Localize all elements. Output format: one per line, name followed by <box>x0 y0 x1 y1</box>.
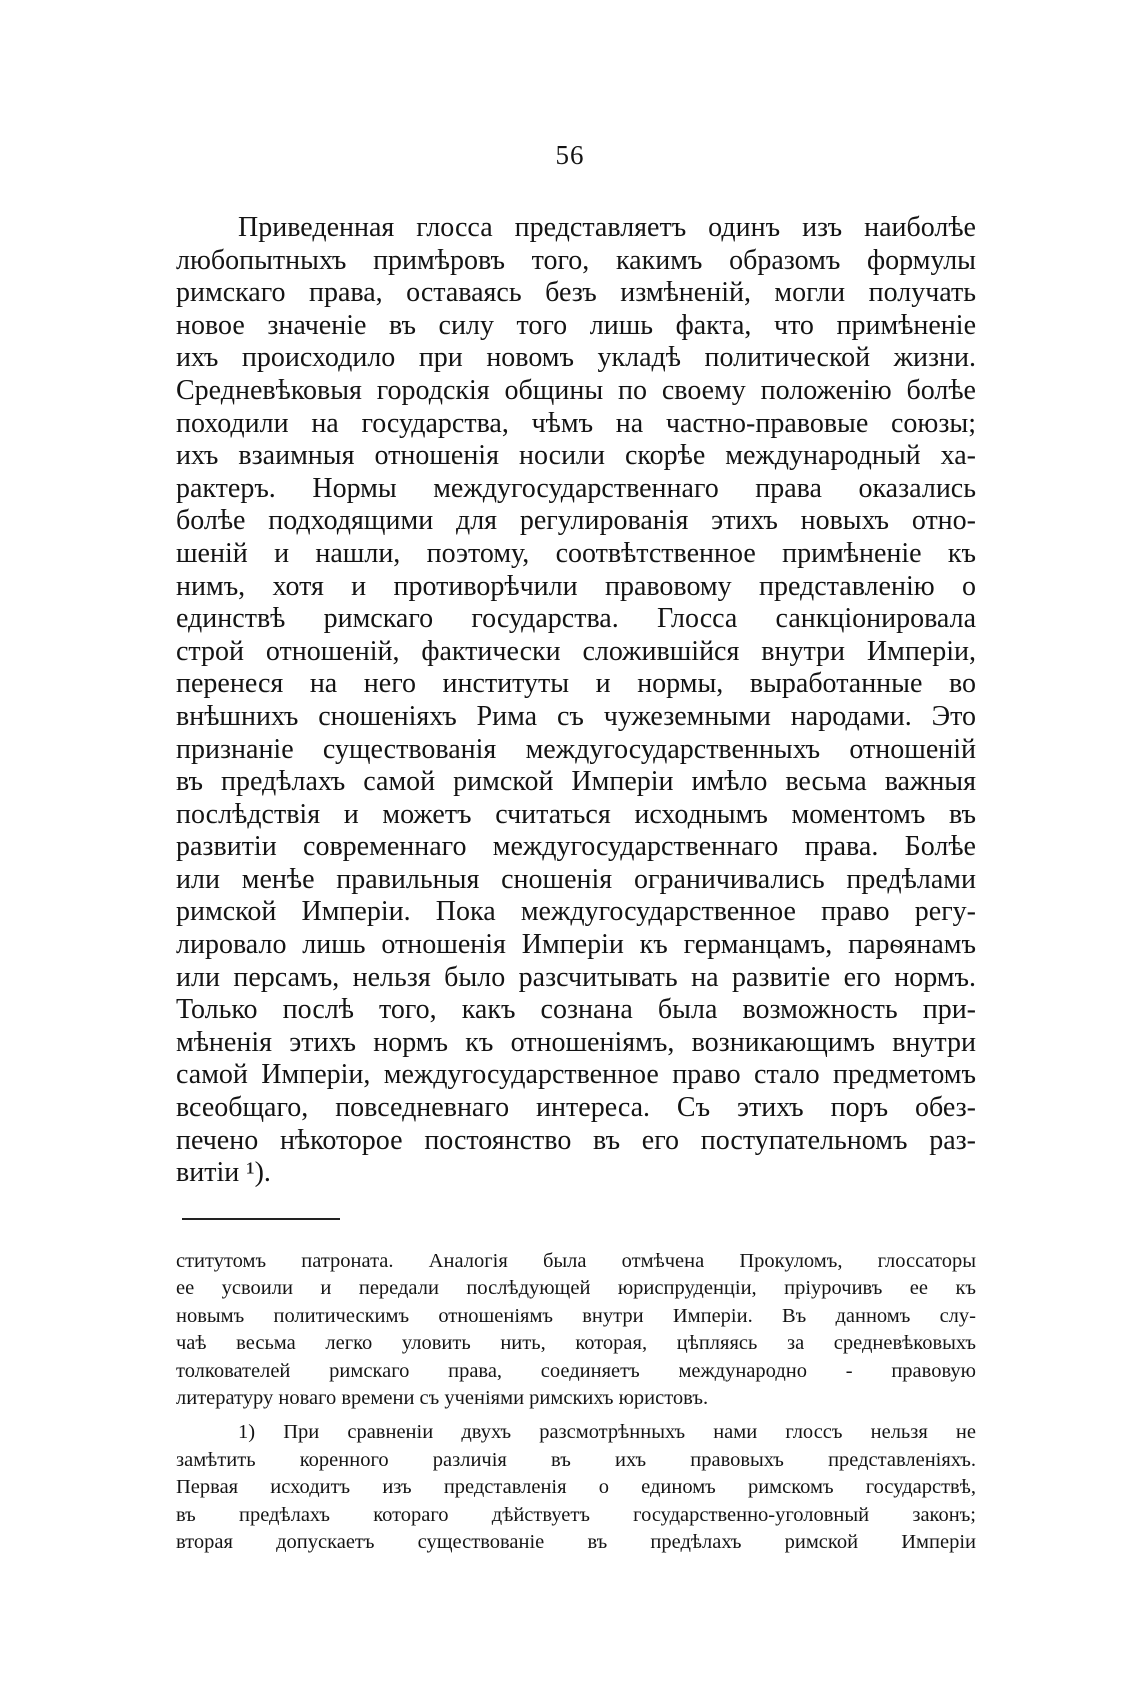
text-line: мѣненія этихъ нормъ къ отношеніямъ, возникающимъ внутри <box>176 1026 976 1058</box>
text-line: ихъ взаимныя отношенія носили скорѣе международный ха- <box>176 440 976 472</box>
main-text-body <box>176 212 976 1190</box>
text-line: новое значеніе въ силу того лишь факта, что примѣненіе <box>176 309 976 341</box>
text-line: печено нѣкоторое постоянство въ его поступательномъ раз- <box>176 1124 976 1156</box>
text-line: Средневѣковыя городскія общины по своему положенію болѣе <box>176 374 976 406</box>
footnote-line: новымъ политическимъ отношеніямъ внутри Имперіи. Въ данномъ слу- <box>176 1304 976 1327</box>
text-line: болѣе подходящими для регулированія этихъ новыхъ отно- <box>176 505 976 537</box>
footnote-line: литературу новаго времени съ ученіями римскихъ юристовъ. <box>176 1387 709 1410</box>
footnote-continuation <box>176 1248 976 1412</box>
text-line: послѣдствія и можетъ считаться исходнымъ моментомъ въ <box>176 798 976 830</box>
text-line: нимъ, хотя и противорѣчили правовому представленію о <box>176 570 976 602</box>
text-line: развитіи современнаго междугосударственнаго права. Болѣе <box>176 831 976 863</box>
text-line: ихъ происходило при новомъ укладѣ политической жизни. <box>176 342 976 374</box>
text-line: шеній и нашли, поэтому, соотвѣтственное примѣненіе къ <box>176 537 976 569</box>
text-line: единствѣ римскаго государства. Глосса санкціонировала <box>176 603 976 635</box>
footnote-line: въ предѣлахъ котораго дѣйствуетъ государственно-уголовный законъ; <box>176 1503 976 1526</box>
footnote-line: 1) При сравненіи двухъ разсмотрѣнныхъ нами глоссъ нельзя не <box>238 1421 976 1444</box>
footnote-divider <box>182 1218 340 1220</box>
text-line: лировало лишь отношенія Имперіи къ германцамъ, парѳянамъ <box>176 929 976 961</box>
footnote-line: вторая допускаетъ существованіе въ предѣлахъ римской Имперіи <box>176 1531 976 1554</box>
text-line: римской Имперіи. Пока междугосударственное право регу- <box>176 896 976 928</box>
footnote-line: Первая исходитъ изъ представленія о единомъ римскомъ государствѣ, <box>176 1476 976 1499</box>
text-line: любопытныхъ примѣровъ того, какимъ образомъ формулы <box>176 244 976 276</box>
text-line: перенеся на него институты и нормы, выработанные во <box>176 668 976 700</box>
text-line: признаніе существованія междугосударственныхъ отношеній <box>176 733 976 765</box>
footnote-line: ститутомъ патроната. Аналогія была отмѣчена Прокуломъ, глоссаторы <box>176 1250 976 1272</box>
footnote-1 <box>176 1419 976 1556</box>
page-number: 56 <box>555 140 585 170</box>
footnote-line: толкователей римскаго права, соединяетъ международно - правовую <box>176 1359 976 1382</box>
text-line: Приведенная глосса представляетъ одинъ изъ наиболѣе <box>238 212 976 243</box>
footnote-line: чаѣ весьма легко уловить нить, которая, цѣпляясь за средневѣковыхъ <box>176 1332 976 1355</box>
text-line: всеобщаго, повседневнаго интереса. Съ этихъ поръ обез- <box>176 1092 976 1124</box>
text-line: витіи ¹). <box>176 1157 271 1189</box>
footnote-line: ее усвоили и передали послѣдующей юриспруденціи, пріурочивъ ее къ <box>176 1277 976 1300</box>
text-line: строй отношеній, фактически сложившійся внутри Имперіи, <box>176 635 976 667</box>
text-line: внѣшнихъ сношеніяхъ Рима съ чужеземными народами. Это <box>176 700 976 732</box>
text-line: въ предѣлахъ самой римской Имперіи имѣло весьма важныя <box>176 766 976 798</box>
text-line: походили на государства, чѣмъ на частно-правовые союзы; <box>176 407 976 439</box>
footnote-line: замѣтить коренного различія въ ихъ правовыхъ представленіяхъ. <box>176 1448 976 1471</box>
text-line: или менѣе правильныя сношенія ограничивались предѣлами <box>176 863 976 895</box>
text-line: Только послѣ того, какъ сознана была возможность при- <box>176 994 976 1026</box>
text-line: римскаго права, оставаясь безъ измѣненій, могли получать <box>176 277 976 309</box>
text-line: рактеръ. Нормы междугосударственнаго права оказались <box>176 472 976 504</box>
footnotes <box>176 1248 976 1556</box>
text-line: самой Имперіи, междугосударственное право стало предметомъ <box>176 1059 976 1091</box>
text-line: или персамъ, нельзя было разсчитывать на развитіе его нормъ. <box>176 961 976 993</box>
